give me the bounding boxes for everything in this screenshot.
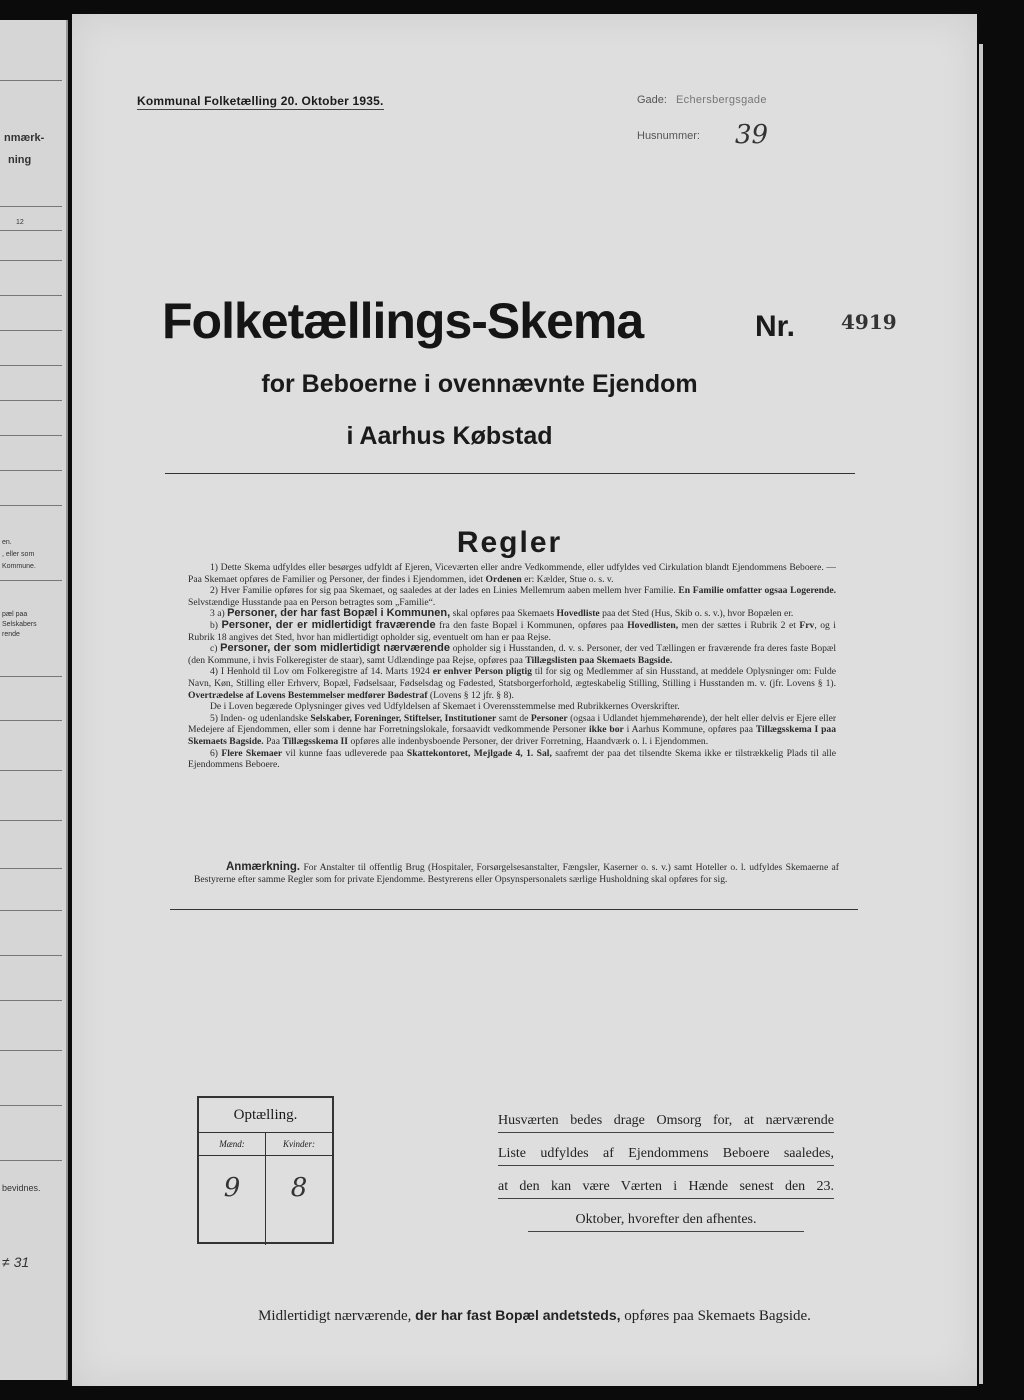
house-number-value: 39 bbox=[735, 120, 769, 150]
left-rule bbox=[0, 1105, 62, 1106]
left-rule bbox=[0, 676, 62, 677]
rule-3a: 3 a) Personer, der har fast Bopæl i Kommunen, skal opføres paa Skemaets Hovedliste paa det Sted (Hus, Skib o. s. v.), hvor Bopælen er. bbox=[210, 607, 794, 620]
rule-2: 2) Hver Familie opføres for sig paa Skemaet, og saaledes at der lades en Linies Mellemrum aaben mellem hver Familie. En Familie omfatter ogsaa Logerende. Selvstændige Husstande paa en Person betragtes som „Familie“. bbox=[188, 585, 836, 608]
count-women-column bbox=[265, 1133, 332, 1245]
count-men-value: 9 bbox=[223, 1173, 241, 1203]
left-rule bbox=[0, 206, 62, 207]
count-box bbox=[197, 1096, 334, 1244]
left-adjacent-page bbox=[0, 20, 68, 1380]
annotation-note bbox=[194, 862, 839, 885]
left-rule bbox=[0, 365, 62, 366]
left-anmaerk-label: nmærk- bbox=[4, 132, 45, 144]
rule-3b: b) Personer, der er midlertidigt fraværende fra den faste Bopæl i Kommunen, opføres paa Hovedlisten, men der sættes i Rubrik 2 et Frv, og i Rubrik 18 angives det Sted, hvor han midlertidigt opholder sig, eventuelt om han er paa Rejse. bbox=[188, 618, 836, 643]
left-rule bbox=[0, 400, 62, 401]
left-rule bbox=[0, 80, 62, 81]
divider-bottom bbox=[170, 909, 858, 910]
left-rule bbox=[0, 955, 62, 956]
left-rule bbox=[0, 820, 62, 821]
form-title: Folketællings-Skema bbox=[162, 293, 644, 349]
notice-line: Oktober, hvorefter den afhentes. bbox=[528, 1209, 804, 1232]
left-rule bbox=[0, 470, 62, 471]
footer-text: opføres paa Skemaets Bagside. bbox=[624, 1308, 811, 1324]
count-men-column bbox=[199, 1133, 265, 1245]
notice-line: at den kan være Værten i Hænde senest den 23. bbox=[498, 1176, 834, 1199]
annotation-text: For Anstalter til offentlig Brug (Hospitaler, Forsørgelsesanstalter, Fængsler, Kaserner o. s. v.) samt Hoteller o. l. udfyldes Skemaerne af Bestyrerne efter samme Regler som for private Ejendomme. Bestyrerens eller Opsynspersonalets særlige Husholdning skal opføres for sig. bbox=[194, 862, 839, 885]
left-rule bbox=[0, 1050, 62, 1051]
street-value: Echersbergsgade bbox=[676, 94, 767, 106]
left-rule bbox=[0, 330, 62, 331]
form-nr-label: Nr. bbox=[755, 310, 796, 343]
left-rule bbox=[0, 295, 62, 296]
rule-6: 6) Flere Skemaer vil kunne faas udleverede paa Skattekontoret, Mejlgade 4, 1. Sal, saafremt der paa det tilsendte Skema ikke er tilstrækkelig Plads til alle Ejendommens Beboere. bbox=[188, 747, 836, 771]
house-number-label: Husnummer: bbox=[637, 130, 700, 142]
page-stack-edge bbox=[979, 44, 983, 1384]
rule-4b: De i Loven begærede Oplysninger gives ved Udfyldelsen af Skemaet i Overensstemmelse med Rubrikkernes Overskrifter. bbox=[210, 701, 680, 713]
footer-note bbox=[72, 1307, 977, 1325]
left-ning-label: ning bbox=[8, 154, 32, 166]
rule-1: 1) Dette Skema udfyldes eller besørges udfyldt af Ejeren, Viceværten eller andre Vedkommende, eller udfyldes ved Cirkulation blandt Ejendommens Beboere. — Paa Skemaet opføres de Familier og Personer, der findes i Ejendommen, idet Ordenen er: Kælder, Stue o. s. v. bbox=[188, 562, 836, 585]
left-rule bbox=[0, 868, 62, 869]
left-rule bbox=[0, 910, 62, 911]
left-text: rende bbox=[2, 631, 20, 638]
left-rule bbox=[0, 580, 62, 581]
notice-line: Husværten bedes drage Omsorg for, at nærværende bbox=[498, 1110, 834, 1133]
count-men-label: Mænd: bbox=[199, 1133, 265, 1156]
rule-4: 4) I Henhold til Lov om Folkeregistre af 14. Marts 1924 er enhver Person pligtig til for sig og Medlemmer af sin Husstand, at meddele Oplysninger om: Fulde Navn, Køn, Stilling eller Erhverv, Bopæl, Fødselsaar, Fødselsdag og Fødested, Statsborgerforhold, ægteskabelig Stilling, Stilling i Husstanden m. v. (jfr. Lovens § 1). Overtrædelse af Lovens Bestemmelser medfører Bødestraf (Lovens § 12 jfr. § 8). bbox=[188, 666, 836, 701]
left-text: pæl paa bbox=[2, 611, 28, 618]
left-bevidnes: bevidnes. bbox=[2, 1183, 41, 1193]
rules-text bbox=[188, 562, 836, 771]
census-form-page bbox=[72, 14, 977, 1386]
left-text: Selskabers bbox=[2, 621, 37, 628]
left-rule bbox=[0, 230, 62, 231]
left-text: , eller som bbox=[2, 551, 35, 558]
form-subtitle-2: i Aarhus Købstad bbox=[346, 422, 553, 450]
form-number-stamp: 4919 bbox=[841, 310, 897, 334]
census-title-header: Kommunal Folketælling 20. Oktober 1935. bbox=[137, 94, 384, 108]
count-box-title: Optælling. bbox=[199, 1098, 332, 1133]
rules-heading: Regler bbox=[456, 526, 563, 559]
divider-top bbox=[165, 473, 855, 474]
address-block bbox=[637, 94, 767, 166]
annotation-heading: Anmærkning. bbox=[226, 861, 301, 873]
left-rule bbox=[0, 1160, 62, 1161]
notice-line: Liste udfyldes af Ejendommens Beboere saaledes, bbox=[498, 1143, 834, 1166]
rule-5: 5) Inden- og udenlandske Selskaber, Foreninger, Stiftelser, Institutioner samt de Personer (ogsaa i Udlandet hjemmehørende), der helt eller delvis er Ejere eller Medejere af Ejendommen, eller som i denne har Forretningslokale, forsaavidt vedkommende Personer ikke bor i Aarhus Kommune, opføres paa Tillægsskema I paa Skemaets Bagside. Paa Tillægsskema II opføres alle indenbysboende Personer, der driver Forretning, Haandværk o. l. i Ejendommen. bbox=[188, 712, 837, 747]
left-handwritten-note: ≠ 31 bbox=[2, 1254, 30, 1270]
count-women-value: 8 bbox=[290, 1173, 308, 1203]
rule-3c: c) Personer, der som midlertidigt nærværende opholder sig i Husstanden, d. v. s. Personer, der ved Tællingen er fraværende fra deres faste Bopæl (den Kommune, i hvis Folkeregister de staar), samt Udlændinge paa Rejse, opføres paa Tillægslisten paa Skemaets Bagside. bbox=[188, 642, 836, 666]
count-women-label: Kvinder: bbox=[266, 1133, 332, 1156]
street-label: Gade: bbox=[637, 94, 667, 106]
left-rule bbox=[0, 260, 62, 261]
left-rule bbox=[0, 720, 62, 721]
left-text: Kommune. bbox=[2, 563, 36, 570]
left-col-number: 12 bbox=[16, 219, 24, 226]
left-rule bbox=[0, 1000, 62, 1001]
footer-bold-text: der har fast Bopæl andetsteds, bbox=[415, 1307, 621, 1323]
left-rule bbox=[0, 505, 62, 506]
footer-text: Midlertidigt nærværende, bbox=[258, 1308, 412, 1324]
form-subtitle-1: for Beboerne i ovennævnte Ejendom bbox=[261, 370, 698, 398]
left-text: en. bbox=[2, 539, 12, 546]
left-rule bbox=[0, 770, 62, 771]
left-rule bbox=[0, 435, 62, 436]
landlord-notice bbox=[498, 1110, 834, 1242]
